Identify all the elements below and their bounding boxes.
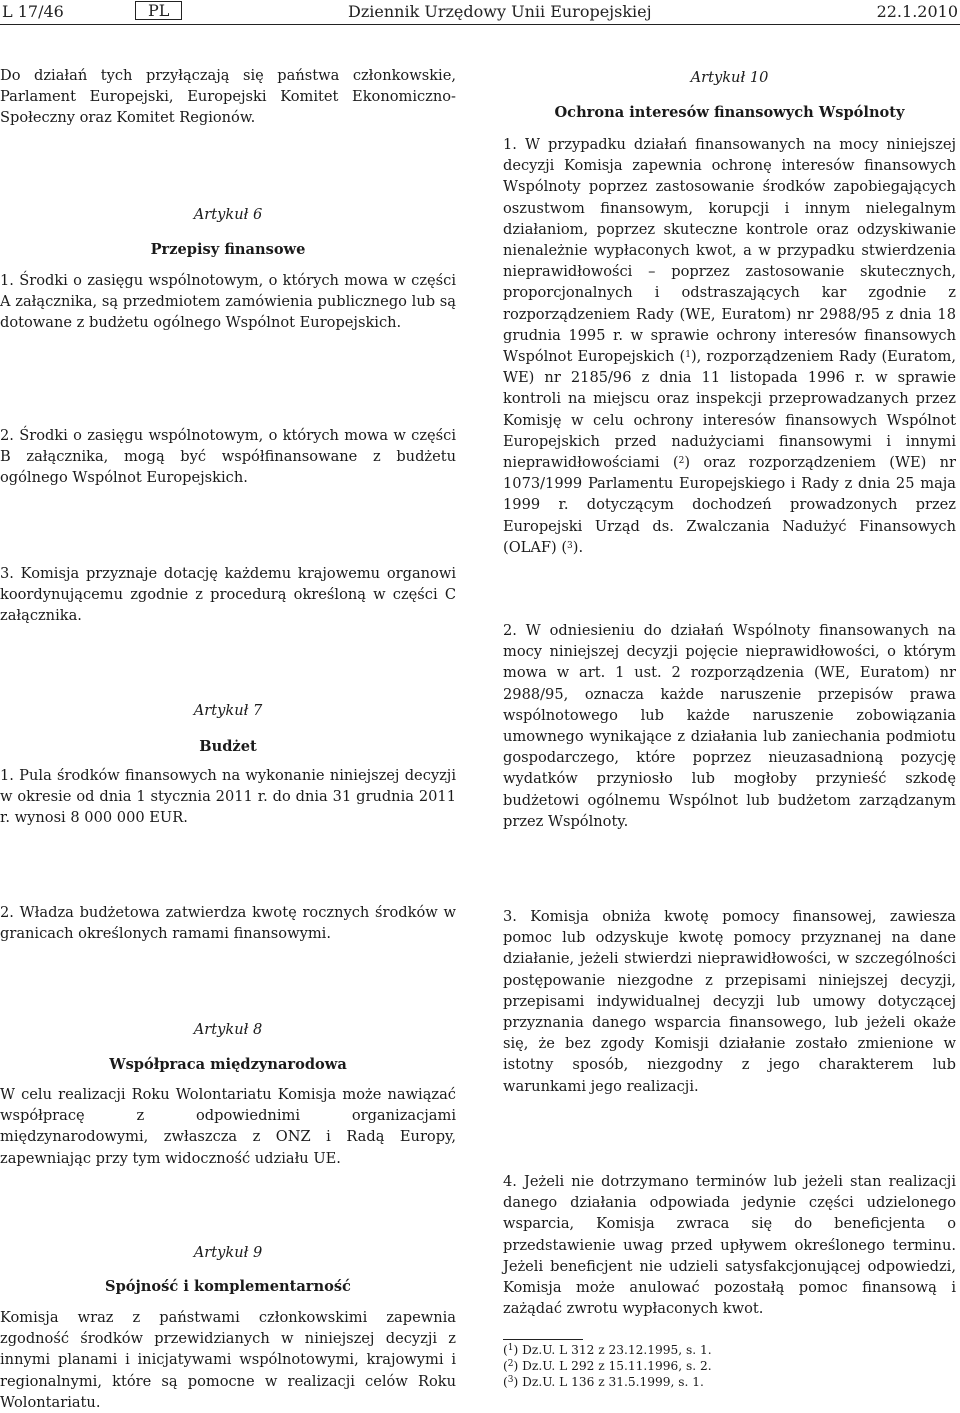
article-7-title: Budżet (199, 738, 257, 755)
article-6-title: Przepisy finansowe (150, 241, 306, 258)
article-6-paragraph-1: 1. Środki o zasięgu wspólnotowym, o których mowa w części A załącznika, są przedmiotem zamówienia publicznego lub są dotowane z budżetu ogólnego Wspólnot Europejskich. (0, 272, 456, 332)
article-6-paragraph-2: 2. Środki o zasięgu wspólnotowym, o których mowa w części B załącznika, mogą być współfinansowane z budżetu ogólnego Wspólnot Europejskich. (0, 427, 456, 487)
article-10-label: Artykuł 10 (690, 69, 769, 86)
footnote-ref-2[interactable]: 2 (678, 456, 685, 467)
footnote-ref-3[interactable]: 3 (567, 540, 573, 551)
article-7-paragraph-1: 1. Pula środków finansowych na wykonanie niniejszej decyzji w okresie od dnia 1 stycznia 2011 r. do dnia 31 grudnia 2011 r. wynosi 8 000 000 EUR. (0, 767, 456, 827)
article-10-paragraph-3: 3. Komisja obniża kwotę pomocy finansowej, zawiesza pomoc lub odzyskuje kwotę pomocy przyznanej na dane działanie, jeżeli stwierdzi nieprawidłowości, w szczególności postępowanie niezgodne z przepisami niniejszej decyzji, przepisami indywidualnej decyzji lub umowy dotyczącej przyznania danego wsparcia finansowego, lub jeżeli okaże się, że bez zgody Komisji działanie zostało zmienione w istotny sposób, niezgodny z jego charakterem lub warunkami jego realizacji. (503, 908, 956, 1095)
article-7-paragraph-2: 2. Władza budżetowa zatwierdza kwotę rocznych środków w granicach określonych ramami finansowymi. (0, 904, 456, 943)
article-10-paragraph-4: 4. Jeżeli nie dotrzymano terminów lub jeżeli stan realizacji danego działania odpowiada jedynie części udzielonego wsparcia, Komisja zwraca się do beneficjenta o przedstawienie uwag przed upływem określonego terminu. Jeżeli beneficjent nie udzieli satysfakcjonującej odpowiedzi, Komisja może anulować pozostałą pomoc finansową i zażądać zwrotu wypłaconych kwot. (503, 1173, 956, 1318)
article-9-title: Spójność i komplementarność (105, 1278, 351, 1295)
article-8-title: Współpraca międzynarodowa (109, 1056, 347, 1073)
article-6-paragraph-3: 3. Komisja przyznaje dotację każdemu krajowemu organowi koordynującemu zgodnie z procedurą określoną w części C załącznika. (0, 565, 456, 625)
page-reference: L 17/46 (2, 2, 64, 21)
article-8-label: Artykuł 8 (193, 1021, 263, 1038)
header-rule (0, 24, 960, 25)
article-10-paragraph-2: 2. W odniesieniu do działań Wspólnoty finansowanych na mocy niniejszej decyzji pojęcie nieprawidłowości, o którym mowa w art. 1 ust. 2 rozporządzenia (WE, Euratom) nr 2988/95, oznacza każde naruszenie przepisów prawa wspólnotowego lub każde naruszenie zobowiązania umownego wynikające z działania lub zaniechania podmiotu gospodarczego, które poprzez nieuzasadnioną pozycję wydatków przyniosło lub mogłoby przynieść szkodę budżetowi ogólnemu Wspólnot lub budżetom zarządzanym przez Wspólnoty. (503, 622, 956, 830)
article-10-paragraph-1: 1. W przypadku działań finansowanych na mocy niniejszej decyzji Komisja zapewnia ochronę interesów finansowych Wspólnoty poprzez zastosowanie środków zapobiegających oszustwom finansowym, korupcji i innym nielegalnym działaniom, poprzez skuteczne kontrole oraz odzyskiwanie nienależnie wypłaconych kwot, a w przypadku stwierdzenia nieprawidłowości – poprzez zastosowanie skutecznych, proporcjonalnych i odstraszających kar zgodnie z rozporządzeniem Rady (WE, Euratom) nr 2988/95 z dnia 18 grudnia 1995 r. w sprawie ochrony interesów finansowych Wspólnot Europejskich ($^1$), rozporządzeniem Rady (Euratom, WE) nr 2185/96 z dnia 11 listopada 1996 r. w sprawie kontroli na miejscu oraz inspekcji przeprowadzanych przez Komisję w celu ochrony interesów finansowych Wspólnot Europejskich przed nadużyciami finansowymi i innymi nieprawidłowościami ($^2$) oraz rozporządzeniem (WE) nr 1073/1999 Parlamentu Europejskiego i Rady z dnia 25 maja 1999 r. dotyczącym dochodzeń prowadzonych przez Europejski Urząd ds. Zwalczania Nadużyć Finansowych (OLAF) ($^3$). (503, 136, 956, 556)
journal-title: Dziennik Urzędowy Unii Europejskiej (348, 2, 652, 21)
intro-paragraph: Do działań tych przyłączają się państwa członkowskie, Parlament Europejski, Europejski Komitet Ekonomiczno-Społeczny oraz Komitet Regionów. (0, 67, 456, 127)
article-10-title: Ochrona interesów finansowych Wspólnoty (554, 104, 905, 121)
page-header (0, 0, 960, 24)
publication-date: 22.1.2010 (876, 2, 958, 21)
language-code-box: PL (135, 1, 182, 20)
footnote: ($^3$) Dz.U. L 136 z 31.5.1999, s. 1. (503, 1375, 704, 1389)
article-6-label: Artykuł 6 (193, 206, 263, 223)
article-9-paragraph-1: Komisja wraz z państwami członkowskimi zapewnia zgodność środków przewidzianych w niniejszej decyzji z innymi planami i inicjatywami wspólnotowymi, krajowymi i regionalnymi, które są pomocne w realizacji celów Roku Wolontariatu. (0, 1309, 456, 1411)
article-7-label: Artykuł 7 (193, 702, 263, 719)
footnote-rule (503, 1339, 583, 1340)
article-9-label: Artykuł 9 (193, 1244, 263, 1261)
article-8-paragraph-1: W celu realizacji Roku Wolontariatu Komisja może nawiązać współpracę z odpowiednimi organizacjami międzynarodowymi, zwłaszcza z ONZ i Radą Europy, zapewniając przy tym widoczność udziału UE. (0, 1086, 456, 1167)
footnote: ($^2$) Dz.U. L 292 z 15.11.1996, s. 2. (503, 1359, 712, 1373)
footnote: ($^1$) Dz.U. L 312 z 23.12.1995, s. 1. (503, 1343, 712, 1357)
footnote-ref-1[interactable]: 1 (685, 350, 691, 361)
